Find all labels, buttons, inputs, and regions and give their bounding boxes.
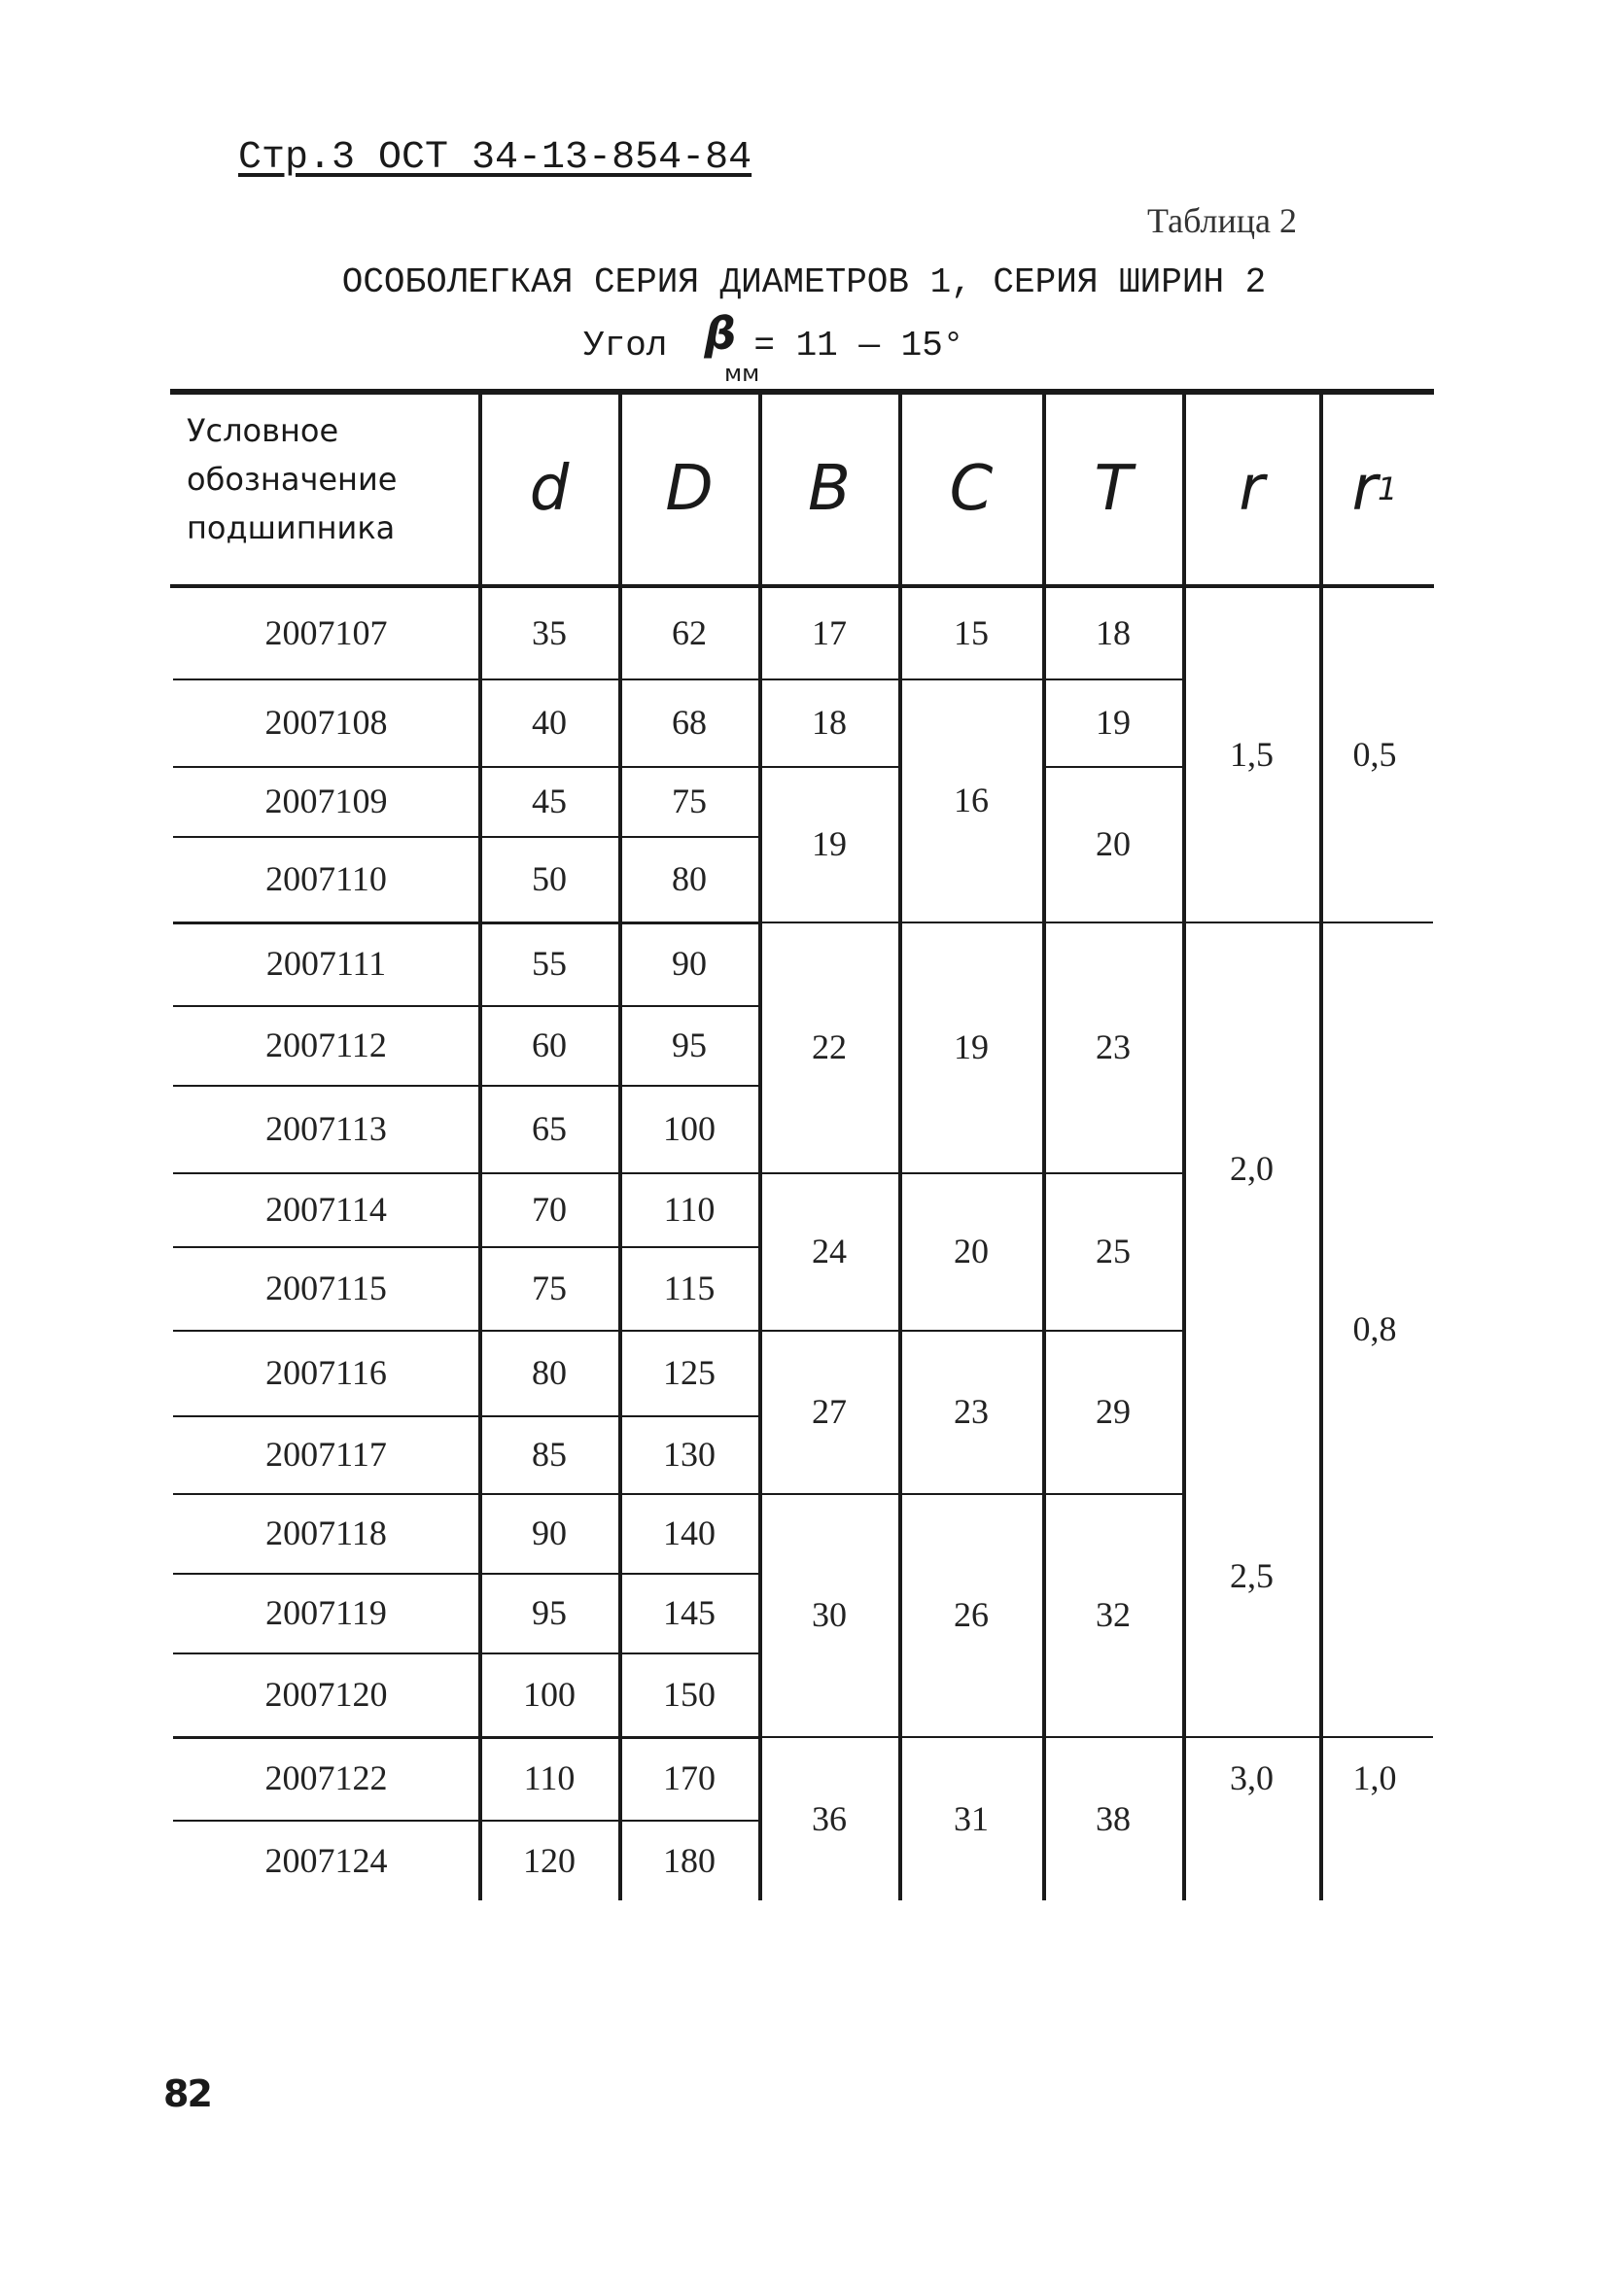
B-cell: 18 [812,703,847,742]
column-header-d: d [529,453,570,525]
designation-cell: 2007108 [264,703,388,742]
C-cell: 16 [954,781,989,819]
C-cell: 26 [954,1595,989,1634]
d-cell: 90 [532,1513,567,1552]
series-title: ОСОБОЛЕГКАЯ СЕРИЯ ДИАМЕТРОВ 1, СЕРИЯ ШИРИН 2 [341,262,1267,302]
designation-cell: 2007111 [265,944,387,983]
column-header-T: T [1094,453,1133,525]
d-cell: 75 [532,1269,567,1307]
angle-value: = 11 — 15° [753,326,964,365]
r-cell: 2,5 [1230,1556,1274,1595]
B-cell: 24 [812,1232,847,1270]
T-cell: 20 [1096,824,1131,863]
column-header-D: D [665,453,714,525]
T-cell: 23 [1096,1027,1131,1066]
D-cell: 145 [663,1593,716,1632]
d-cell: 95 [532,1593,567,1632]
r1-cell: 0,5 [1352,735,1397,774]
r1-cell: 0,8 [1352,1309,1397,1348]
angle-line [583,307,964,365]
r-cell: 3,0 [1230,1758,1274,1797]
column-header-B: B [808,453,851,525]
T-cell: 19 [1096,703,1131,742]
D-cell: 95 [672,1026,707,1064]
D-cell: 62 [672,613,707,652]
T-cell: 29 [1096,1392,1131,1431]
B-cell: 36 [812,1798,847,1838]
designation-cell: 2007115 [265,1269,387,1307]
C-cell: 20 [954,1232,989,1270]
d-cell: 45 [532,782,567,820]
d-cell: 55 [532,944,567,983]
d-cell: 85 [532,1435,567,1474]
designation-cell: 2007107 [264,613,388,652]
document-reference: Стр.3 ОСТ 34-13-854-84 [238,136,752,180]
D-cell: 150 [663,1675,716,1714]
B-cell: 22 [812,1027,847,1066]
D-cell: 170 [663,1758,716,1797]
C-cell: 15 [954,613,989,652]
table-label: Таблица 2 [1147,201,1297,240]
B-cell: 19 [812,824,847,863]
designation-cell: 2007124 [264,1840,388,1880]
designation-cell: 2007113 [265,1109,387,1148]
D-cell: 130 [663,1435,716,1474]
r1-cell: 1,0 [1352,1758,1397,1797]
designation-cell: 2007109 [264,782,388,820]
C-cell: 23 [954,1392,989,1431]
d-cell: 80 [532,1353,567,1392]
D-cell: 115 [663,1269,716,1307]
d-cell: 65 [532,1109,567,1148]
C-cell: 31 [954,1798,989,1838]
designation-cell: 2007122 [264,1758,388,1797]
designation-cell: 2007112 [265,1026,387,1064]
B-cell: 27 [812,1392,847,1431]
d-cell: 110 [523,1758,576,1797]
angle-label: Угол [583,326,668,365]
D-cell: 140 [663,1513,716,1552]
d-cell: 60 [532,1026,567,1064]
designation-cell: 2007110 [265,859,387,898]
column-header-r1: r 1 [1351,453,1398,525]
D-cell: 68 [672,703,707,742]
D-cell: 100 [663,1109,716,1148]
column-header-C: C [949,453,994,525]
T-cell: 25 [1096,1232,1131,1270]
T-cell: 18 [1096,613,1131,652]
r-cell: 2,0 [1230,1149,1274,1188]
designation-cell: 2007117 [265,1435,387,1474]
designation-cell: 2007120 [264,1675,388,1714]
designation-cell: 2007118 [265,1513,387,1552]
d-cell: 40 [532,703,567,742]
d-cell: 100 [523,1675,576,1714]
designation-header: Условное обозначение подшипника [187,412,398,546]
D-cell: 90 [672,944,707,983]
B-cell: 30 [812,1595,847,1634]
column-header-r: r [1239,453,1265,525]
T-cell: 38 [1096,1798,1131,1838]
designation-cell: 2007119 [265,1593,387,1632]
D-cell: 80 [672,859,707,898]
d-cell: 120 [523,1840,576,1880]
D-cell: 180 [663,1840,716,1880]
r-cell: 1,5 [1230,735,1274,774]
d-cell: 70 [532,1190,567,1229]
D-cell: 75 [672,782,707,820]
beta-symbol: β [704,307,737,360]
designation-cell: 2007114 [265,1190,387,1229]
D-cell: 125 [663,1353,716,1392]
units-label: мм [724,360,760,387]
B-cell: 17 [812,613,847,652]
T-cell: 32 [1096,1595,1131,1634]
d-cell: 35 [532,613,567,652]
d-cell: 50 [532,859,567,898]
designation-cell: 2007116 [265,1353,387,1392]
C-cell: 19 [954,1027,989,1066]
page-number: 82 [163,2072,211,2115]
D-cell: 110 [663,1190,716,1229]
